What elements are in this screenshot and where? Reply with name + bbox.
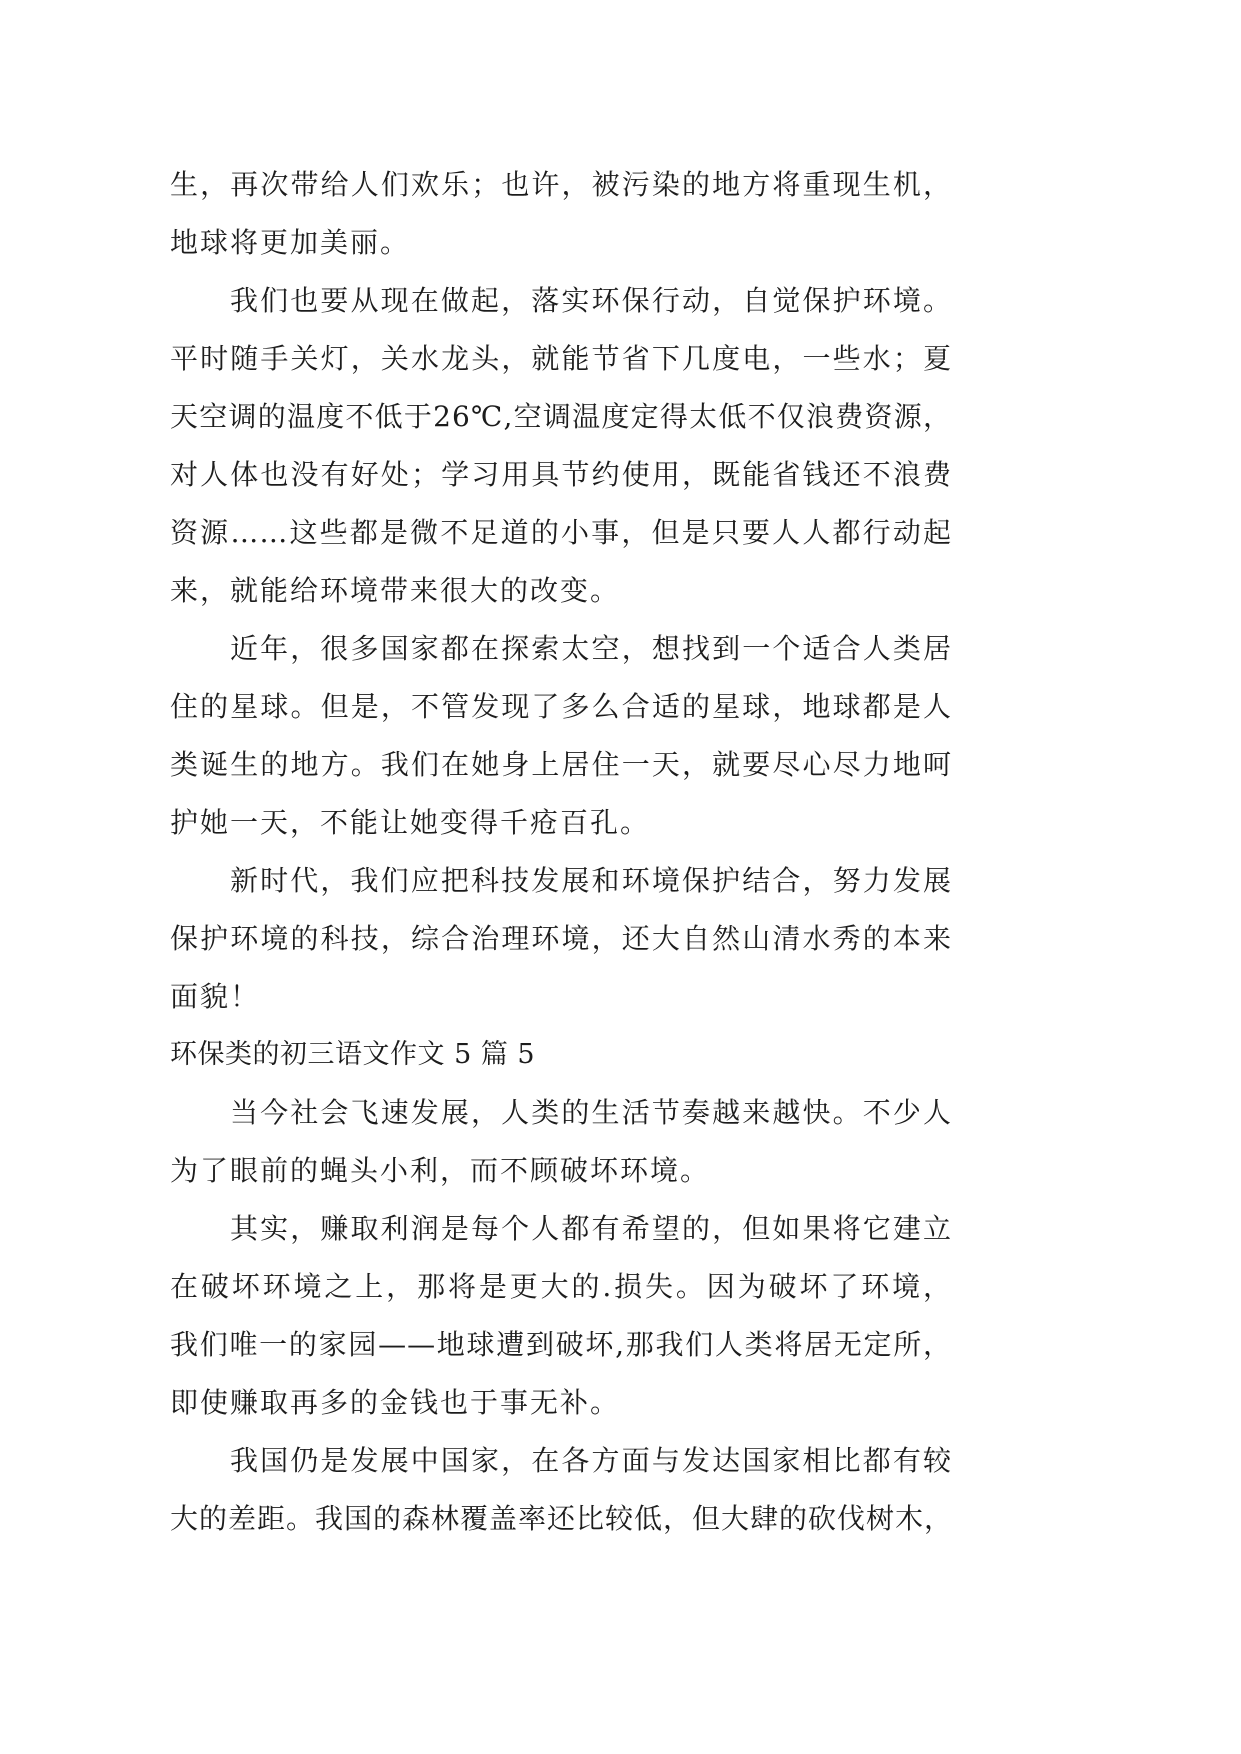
paragraph (170, 156, 952, 272)
text-line: 在破坏环境之上，那将是更大的.损失。因为破坏了环境， (170, 1270, 952, 1303)
paragraph (170, 852, 952, 1026)
text-line: 面貌！ (170, 980, 261, 1013)
paragraph (170, 1200, 952, 1432)
text-line: 为了眼前的蝇头小利，而不顾破坏环境。 (170, 1154, 711, 1187)
paragraph (170, 620, 952, 852)
paragraph (170, 1084, 952, 1200)
text-line: 保护环境的科技，综合治理环境，还大自然山清水秀的本来 (170, 922, 952, 955)
text-line: 地球将更加美丽。 (170, 226, 411, 259)
text-line: 资源……这些都是微不足道的小事，但是只要人人都行动起 (170, 516, 952, 549)
text-line: 近年，很多国家都在探索太空，想找到一个适合人类居 (230, 632, 952, 665)
text-line: 我们唯一的家园——地球遭到破坏,那我们人类将居无定所， (170, 1328, 952, 1361)
paragraph (170, 1432, 952, 1548)
text-line: 类诞生的地方。我们在她身上居住一天，就要尽心尽力地呵 (170, 748, 952, 781)
text-line: 生，再次带给人们欢乐；也许，被污染的地方将重现生机， (170, 168, 952, 201)
paragraph (170, 272, 952, 620)
text-line: 我国仍是发展中国家，在各方面与发达国家相比都有较 (230, 1444, 952, 1477)
text-line: 新时代，我们应把科技发展和环境保护结合，努力发展 (230, 864, 952, 897)
text-line: 护她一天，不能让她变得千疮百孔。 (170, 806, 651, 839)
text-line: 对人体也没有好处；学习用具节约使用，既能省钱还不浪费 (170, 458, 952, 491)
text-line: 当今社会飞速发展，人类的生活节奏越来越快。不少人 (230, 1096, 952, 1129)
text-line: 平时随手关灯，关水龙头，就能节省下几度电，一些水；夏 (170, 342, 952, 375)
document-body (170, 156, 952, 1548)
text-line: 大的差距。我国的森林覆盖率还比较低，但大肆的砍伐树木， (170, 1502, 954, 1535)
text-line: 即使赚取再多的金钱也于事无补。 (170, 1386, 621, 1419)
text-line: 我们也要从现在做起，落实环保行动，自觉保护环境。 (230, 284, 952, 317)
text-line: 来，就能给环境带来很大的改变。 (170, 574, 621, 607)
text-line: 其实，赚取利润是每个人都有希望的，但如果将它建立 (230, 1212, 952, 1245)
text-line: 天空调的温度不低于26℃,空调温度定得太低不仅浪费资源， (170, 400, 952, 433)
section-heading: 环保类的初三语文作文 5 篇 5 (170, 1039, 536, 1070)
text-line: 住的星球。但是，不管发现了多么合适的星球，地球都是人 (170, 690, 952, 723)
